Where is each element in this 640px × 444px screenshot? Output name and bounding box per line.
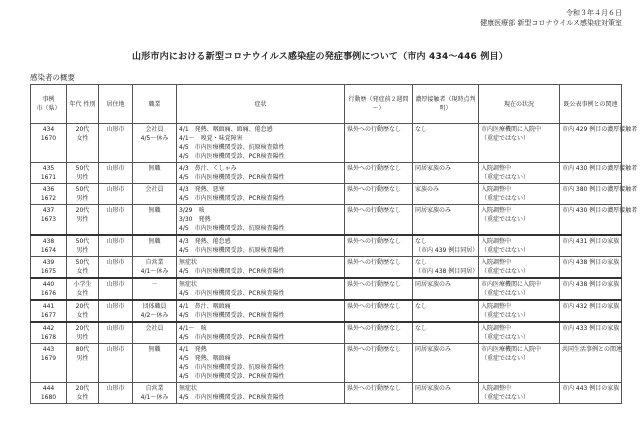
- status-line: 入院調整中: [481, 165, 512, 172]
- age-sex-cell: [67, 205, 99, 236]
- status-cell: [479, 344, 560, 383]
- relation-cell: [560, 257, 622, 279]
- status-cell: [479, 257, 560, 279]
- relation-line: 市内 443 例目の家族: [562, 385, 620, 392]
- symptoms-line: 4/5 市内医療機関受診、PCR検査陽性: [179, 373, 285, 380]
- travel-cell: [345, 235, 413, 257]
- status-cell: [479, 184, 560, 205]
- age-sex-cell: [67, 257, 99, 279]
- symptoms-cell: [177, 257, 345, 279]
- symptoms-line: 4/5 市内医療機関受診、PCR検査陽性: [179, 174, 285, 181]
- travel-cell: [345, 163, 413, 184]
- case-cell: [31, 322, 67, 344]
- symptoms-line: 4/5 市内医療機関受診、PCR検査陽性: [179, 290, 285, 297]
- status-line: （重症ではない）: [481, 174, 530, 181]
- contacts-cell: [413, 163, 479, 184]
- pref-number: 1680: [40, 394, 57, 401]
- age-sex-cell: [67, 278, 99, 300]
- status-line: 市内医療機関に入院中: [481, 126, 542, 133]
- pref-number: 1677: [40, 312, 57, 319]
- sex: 男性: [76, 247, 89, 254]
- residence: 山形市: [106, 186, 125, 193]
- contacts-line: （市内 439 例目同居）: [415, 247, 479, 254]
- residence: 山形市: [106, 325, 125, 332]
- travel-line: 県外への行動歴なし: [347, 126, 402, 133]
- contacts-cell: [413, 184, 479, 205]
- symptoms-line: 無症状: [179, 259, 198, 266]
- relation-cell: [560, 383, 622, 404]
- sex: 女性: [76, 268, 89, 275]
- age-sex-cell: [67, 235, 99, 257]
- pref-number: 1675: [40, 268, 57, 275]
- contacts-cell: [413, 278, 479, 300]
- symptoms-line: 4/5 市内医療機関受診、抗原検査陰性: [179, 144, 285, 151]
- case-number: 437: [42, 207, 55, 214]
- travel-line: 県外への行動歴なし: [347, 281, 402, 288]
- occupation-cell: [133, 184, 177, 205]
- occupation-line: 自営業: [145, 259, 164, 266]
- sex: 男性: [76, 355, 89, 362]
- col-contacts: 濃厚接触者（現時点判明）: [413, 85, 479, 124]
- symptoms-cell: [177, 205, 345, 236]
- travel-line: 県外への行動歴なし: [347, 259, 402, 266]
- travel-cell: [345, 124, 413, 163]
- sex: 女性: [76, 135, 89, 142]
- case-cell: [31, 344, 67, 383]
- symptoms-line: 4/5 発熱、咽頭痛: [179, 355, 231, 362]
- contacts-line: なし: [415, 126, 428, 133]
- status-line: 市内医療機関に入院中: [481, 346, 542, 353]
- relation-line: 市内 433 例目の家族: [562, 325, 620, 332]
- residence-cell: [99, 344, 133, 383]
- relation-cell: [560, 184, 638, 205]
- symptoms-line: 4/3 発熱、悪寒: [179, 186, 225, 193]
- case-cell: [31, 257, 67, 279]
- occupation-line: 無職: [148, 207, 161, 214]
- case-cell: [31, 383, 67, 404]
- contacts-cell: [413, 124, 479, 163]
- contacts-cell: [413, 300, 479, 322]
- age-sex-cell: [67, 124, 99, 163]
- symptoms-line: 4/5 市内医療機関受診、PCR検査陽性: [179, 195, 285, 202]
- age: 50代: [75, 165, 90, 172]
- occupation-cell: [133, 344, 177, 383]
- occupation-line: 会社員: [145, 126, 164, 133]
- contacts-line: 同居家族のみ: [415, 207, 452, 214]
- pref-number: 1674: [40, 247, 57, 254]
- case-number: 438: [42, 238, 55, 245]
- occupation-line: －: [151, 281, 158, 288]
- table-row: [31, 124, 622, 163]
- symptoms-cell: [177, 300, 345, 322]
- residence: 山形市: [106, 207, 125, 214]
- travel-cell: [345, 300, 413, 322]
- occupation-cell: [133, 383, 177, 404]
- case-cell: [31, 163, 67, 184]
- sex: 男性: [76, 216, 89, 223]
- occupation-cell: [133, 257, 177, 279]
- age: 20代: [75, 385, 90, 392]
- travel-cell: [345, 322, 413, 344]
- sex: 女性: [76, 312, 89, 319]
- status-line: （重症ではない）: [481, 135, 530, 142]
- residence: 山形市: [106, 126, 125, 133]
- status-line: （重症ではない）: [481, 394, 530, 401]
- case-number: 434: [42, 126, 55, 133]
- residence-cell: [99, 257, 133, 279]
- occupation-cell: [133, 235, 177, 257]
- case-cell: [31, 205, 67, 236]
- residence: 山形市: [106, 346, 125, 353]
- contacts-line: 同居家族のみ: [415, 281, 452, 288]
- age-sex-cell: [67, 344, 99, 383]
- status-line: 市内医療機関に入院中: [481, 281, 542, 288]
- table-row: [31, 235, 622, 257]
- contacts-line: なし: [415, 325, 428, 332]
- document-dept: 健康医療部 新型コロナウイルス感染症対策室: [480, 19, 622, 27]
- age: 20代: [75, 207, 90, 214]
- document-header: [480, 8, 622, 28]
- relation-cell: [560, 163, 638, 184]
- symptoms-cell: [177, 383, 345, 404]
- symptoms-line: 4/5 市内医療機関受診、抗原検査陽性: [179, 225, 285, 232]
- status-line: （重症ではない）: [481, 247, 530, 254]
- symptoms-line: 4/5 市内医療機関受診、PCR検査陽性: [179, 394, 285, 401]
- age: 50代: [75, 259, 90, 266]
- pref-number: 1679: [40, 355, 57, 362]
- travel-line: 県外への行動歴なし: [347, 238, 402, 245]
- status-line: （重症ではない）: [481, 334, 530, 341]
- residence-cell: [99, 205, 133, 236]
- symptoms-line: 4/3 発熱、倦怠感: [179, 238, 231, 245]
- table-row: [31, 184, 622, 205]
- col-case-label: 事例: [42, 96, 55, 103]
- cases-table: [30, 84, 638, 404]
- pref-number: 1676: [40, 290, 57, 297]
- symptoms-line: 4/5 市内医療機関受診、PCR検査陽性: [179, 334, 285, 341]
- symptoms-cell: [177, 124, 345, 163]
- residence-cell: [99, 278, 133, 300]
- table-row: [31, 163, 622, 184]
- relation-line: 市内 380 例目の濃厚接触者: [562, 186, 638, 193]
- residence: 山形市: [106, 259, 125, 266]
- occupation-line: 4/5～休み: [140, 135, 169, 142]
- age: 20代: [75, 126, 90, 133]
- contacts-cell: [413, 235, 479, 257]
- relation-cell: [560, 124, 638, 163]
- status-line: （重症ではない）: [481, 312, 530, 319]
- occupation-line: 団体職員: [142, 303, 167, 310]
- relation-line: 市内 431 例目の家族: [562, 238, 620, 245]
- symptoms-line: 無症状: [179, 385, 198, 392]
- case-number: 444: [42, 385, 55, 392]
- age-sex-cell: [67, 383, 99, 404]
- occupation-line: 4/1～休み: [140, 268, 169, 275]
- col-symptoms: 症状: [177, 85, 345, 124]
- residence-cell: [99, 300, 133, 322]
- contacts-cell: [413, 322, 479, 344]
- relation-cell: [560, 205, 638, 236]
- travel-line: 県外への行動歴なし: [347, 186, 402, 193]
- case-number: 440: [42, 281, 55, 288]
- pref-number: 1670: [40, 135, 57, 142]
- symptoms-cell: [177, 235, 345, 257]
- age-sex-cell: [67, 300, 99, 322]
- relation-line: 市内 430 例目の濃厚接触者: [562, 207, 638, 214]
- travel-cell: [345, 257, 413, 279]
- table-row: [31, 322, 622, 344]
- contacts-line: 同居家族のみ: [415, 385, 452, 392]
- pref-number: 1671: [40, 174, 57, 181]
- travel-cell: [345, 184, 413, 205]
- age: 50代: [75, 238, 90, 245]
- symptoms-line: 4/1 発熱、咽頭痛、頭痛、倦怠感: [179, 126, 273, 133]
- symptoms-line: 4/1～ 咳: [179, 325, 207, 332]
- section-title: 感染者の概要: [30, 73, 75, 82]
- residence: 山形市: [106, 238, 125, 245]
- contacts-line: なし: [415, 303, 428, 310]
- residence-cell: [99, 322, 133, 344]
- status-cell: [479, 300, 560, 322]
- relation-cell: [560, 300, 622, 322]
- col-status: 現在の状況: [479, 85, 560, 124]
- travel-cell: [345, 383, 413, 404]
- status-line: （重症ではない）: [481, 268, 530, 275]
- case-cell: [31, 124, 67, 163]
- symptoms-line: 4/1 発熱: [179, 346, 207, 353]
- contacts-line: 家族のみ: [415, 186, 440, 193]
- occupation-cell: [133, 322, 177, 344]
- table-row: [31, 257, 622, 279]
- status-line: 入院調整中: [481, 303, 512, 310]
- symptoms-cell: [177, 163, 345, 184]
- contacts-line: 同居家族のみ: [415, 346, 452, 353]
- contacts-cell: [413, 257, 479, 279]
- status-line: （重症ではない）: [481, 216, 530, 223]
- residence: 山形市: [106, 165, 125, 172]
- col-occupation: 職業: [133, 85, 177, 124]
- pref-number: 1673: [40, 216, 57, 223]
- status-line: 入院調整中: [481, 259, 512, 266]
- occupation-line: 4/2～休み: [140, 312, 169, 319]
- status-line: （重症ではない）: [481, 195, 530, 202]
- table-body: [31, 124, 638, 404]
- relation-line: 市内 438 例目の家族: [562, 281, 620, 288]
- occupation-line: 無職: [148, 346, 161, 353]
- symptoms-line: 4/5 市内医療機関受診、PCR検査陽性: [179, 153, 285, 160]
- occupation-cell: [133, 163, 177, 184]
- occupation-line: 会社員: [145, 325, 164, 332]
- contacts-cell: [413, 344, 479, 383]
- symptoms-line: 4/5 市内医療機関受診、抗原検査陽性: [179, 247, 285, 254]
- case-number: 436: [42, 186, 55, 193]
- symptoms-line: 4/1～ 嗅覚・味覚障害: [179, 135, 243, 142]
- contacts-cell: [413, 205, 479, 236]
- travel-cell: [345, 344, 413, 383]
- residence-cell: [99, 184, 133, 205]
- document-title: 山形市内における新型コロナウイルス感染症の発症事例について（市内 434～446 例目）: [132, 52, 508, 62]
- col-age-sex: 年代 性別: [67, 85, 99, 124]
- pref-number: 1678: [40, 334, 57, 341]
- contacts-line: 同居家族のみ: [415, 165, 452, 172]
- table-row: [31, 344, 622, 383]
- relation-cell: [560, 344, 622, 383]
- residence: 山形市: [106, 385, 125, 392]
- age: 50代: [75, 186, 90, 193]
- case-cell: [31, 184, 67, 205]
- occupation-line: 無職: [148, 165, 161, 172]
- symptoms-line: 4/3 鼻汁、くしゃみ: [179, 165, 237, 172]
- status-line: （重症ではない）: [481, 355, 530, 362]
- sex: 女性: [76, 394, 89, 401]
- document-date: 令和３年４月６日: [566, 9, 622, 17]
- occupation-cell: [133, 278, 177, 300]
- symptoms-cell: [177, 184, 345, 205]
- contacts-line: なし: [415, 259, 428, 266]
- residence-cell: [99, 124, 133, 163]
- col-travel: 行動歴（発症前２週間～）: [345, 85, 413, 124]
- travel-line: 県外への行動歴なし: [347, 346, 402, 353]
- status-cell: [479, 163, 560, 184]
- contacts-line: なし: [415, 238, 428, 245]
- relation-cell: [560, 278, 622, 300]
- age: 80代: [75, 346, 90, 353]
- symptoms-line: 無症状: [179, 281, 198, 288]
- age: 20代: [75, 303, 90, 310]
- occupation-cell: [133, 124, 177, 163]
- case-number: 441: [42, 303, 55, 310]
- occupation-line: 4/1～休み: [140, 394, 169, 401]
- col-relation: 既公表事例との関連: [560, 85, 622, 124]
- occupation-line: 会社員: [145, 186, 164, 193]
- status-line: （重症ではない）: [481, 290, 530, 297]
- table-row: [31, 300, 622, 322]
- case-number: 439: [42, 259, 55, 266]
- status-line: 入院調整中: [481, 325, 512, 332]
- age-sex-cell: [67, 163, 99, 184]
- symptoms-line: 4/5 市内医療機関受診、PCR検査陽性: [179, 268, 285, 275]
- relation-line: 市内 438 例目の家族: [562, 259, 620, 266]
- sex: 女性: [76, 290, 89, 297]
- case-cell: [31, 235, 67, 257]
- sex: 男性: [76, 334, 89, 341]
- travel-line: 県外への行動歴なし: [347, 303, 402, 310]
- status-line: 入院調整中: [481, 385, 512, 392]
- symptoms-line: 4/1 鼻汁、咽頭痛: [179, 303, 231, 310]
- occupation-line: 無職: [148, 238, 161, 245]
- status-cell: [479, 235, 560, 257]
- contacts-line: （市内 438 例目同居）: [415, 268, 479, 275]
- status-line: 入院調整中: [481, 238, 512, 245]
- case-cell: [31, 278, 67, 300]
- col-city-label: 市（県）: [36, 105, 61, 112]
- residence-cell: [99, 235, 133, 257]
- status-cell: [479, 278, 560, 300]
- pref-number: 1672: [40, 195, 57, 202]
- status-cell: [479, 322, 560, 344]
- symptoms-line: 4/5 市内医療機関受診、抗原検査陽性: [179, 364, 285, 371]
- status-cell: [479, 383, 560, 404]
- status-cell: [479, 205, 560, 236]
- status-line: 入院調整中: [481, 207, 512, 214]
- travel-cell: [345, 278, 413, 300]
- occupation-line: 自営業: [145, 385, 164, 392]
- symptoms-cell: [177, 278, 345, 300]
- symptoms-line: 4/5 市内医療機関受診、PCR検査陽性: [179, 312, 285, 319]
- symptoms-line: 3/29 咳: [179, 207, 205, 214]
- occupation-cell: [133, 205, 177, 236]
- table-row: [31, 278, 622, 300]
- symptoms-cell: [177, 344, 345, 383]
- travel-cell: [345, 205, 413, 236]
- residence: 山形市: [106, 281, 125, 288]
- residence: 山形市: [106, 303, 125, 310]
- col-case: [31, 85, 67, 124]
- age-sex-cell: [67, 184, 99, 205]
- relation-line: 共同生活事例との関連: [562, 346, 623, 353]
- col-residence: 居住地: [99, 85, 133, 124]
- age: 20代: [75, 325, 90, 332]
- occupation-cell: [133, 300, 177, 322]
- relation-cell: [560, 235, 622, 257]
- table-row: [31, 205, 622, 236]
- relation-line: 市内 432 例目の家族: [562, 303, 620, 310]
- travel-line: 県外への行動歴なし: [347, 165, 402, 172]
- symptoms-cell: [177, 322, 345, 344]
- relation-cell: [560, 322, 622, 344]
- residence-cell: [99, 383, 133, 404]
- sex: 男性: [76, 174, 89, 181]
- symptoms-line: 3/30 発熱: [179, 216, 211, 223]
- status-line: 入院調整中: [481, 186, 512, 193]
- contacts-cell: [413, 383, 479, 404]
- sex: 男性: [76, 195, 89, 202]
- table-row: [31, 383, 622, 404]
- travel-line: 県外への行動歴なし: [347, 207, 402, 214]
- age: 小学生: [73, 281, 92, 288]
- relation-line: 市内 429 例目の濃厚接触者: [562, 126, 638, 133]
- case-cell: [31, 300, 67, 322]
- case-number: 435: [42, 165, 55, 172]
- case-number: 442: [42, 325, 55, 332]
- table-header-row: [31, 85, 622, 124]
- travel-line: 県外への行動歴なし: [347, 325, 402, 332]
- travel-line: 県外への行動歴なし: [347, 385, 402, 392]
- age-sex-cell: [67, 322, 99, 344]
- status-cell: [479, 124, 560, 163]
- case-number: 443: [42, 346, 55, 353]
- relation-line: 市内 430 例目の濃厚接触者: [562, 165, 638, 172]
- residence-cell: [99, 163, 133, 184]
